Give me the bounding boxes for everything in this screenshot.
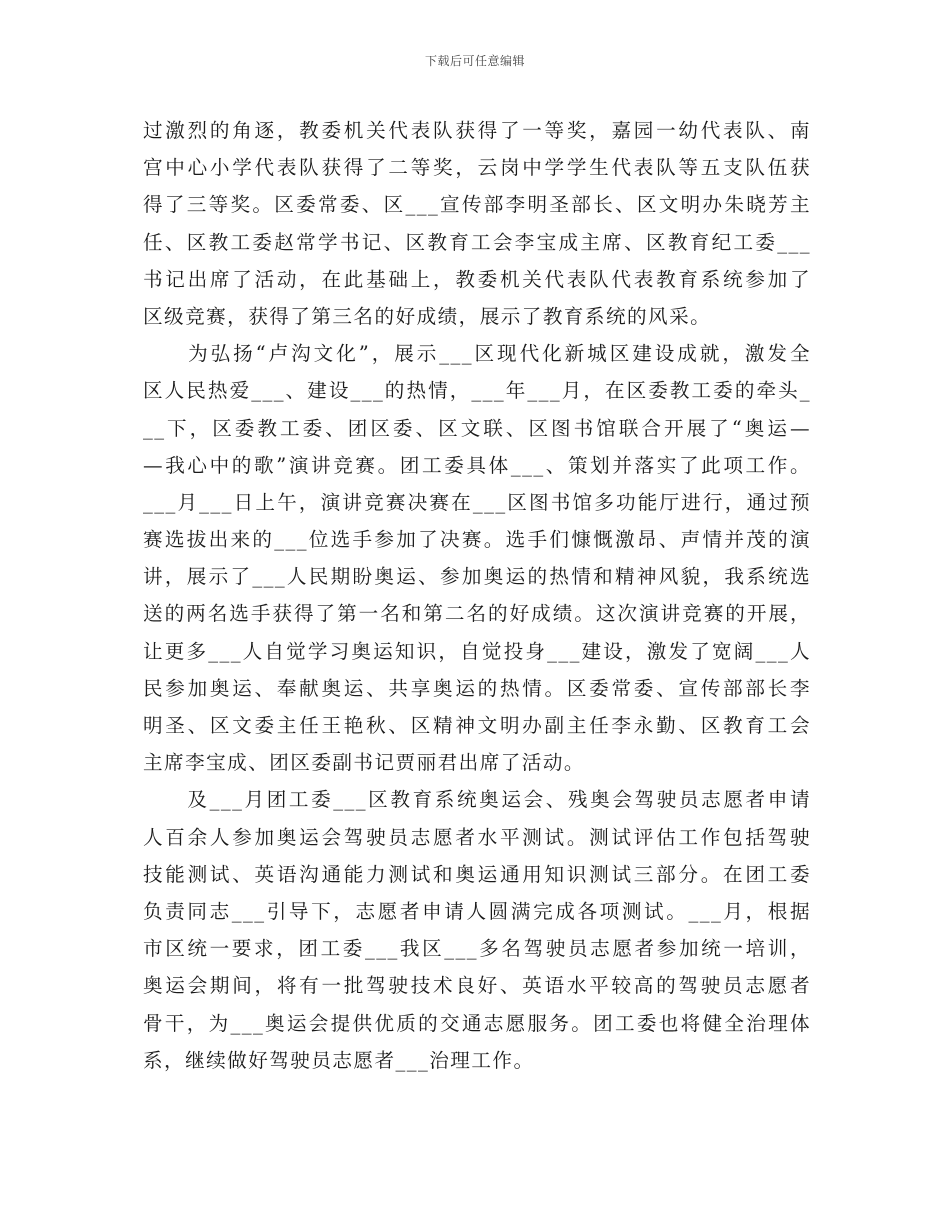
text-line: 送的两名选手获得了第一名和第二名的好成绩。这次演讲竞赛的开展， — [143, 602, 811, 626]
text-line: 骨干，为___奥运会提供优质的交通志愿服务。团工委也将健全治理体 — [143, 1011, 811, 1035]
text-line: 技能测试、英语沟通能力测试和奥运通用知识测试三部分。在团工委 — [143, 862, 811, 886]
text-line: 奥运会期间，将有一批驾驶技术良好、英语水平较高的驾驶员志愿者 — [143, 974, 811, 998]
text-line: 让更多___人自觉学习奥运知识，自觉投身___建设，激发了宽阔___人 — [143, 639, 811, 663]
text-line: 讲，展示了___人民期盼奥运、参加奥运的热情和精神风貌，我系统选 — [143, 565, 811, 589]
text-line: 过激烈的角逐，教委机关代表队获得了一等奖，嘉园一幼代表队、南 — [143, 119, 811, 142]
text-line: 民参加奥运、奉献奥运、共享奥运的热情。区委常委、宣传部部长李 — [143, 676, 811, 700]
page-header-note: 下载后可任意编辑 — [424, 54, 525, 68]
text-line: 主席李宝成、团区委副书记贾丽君出席了活动。 — [143, 751, 585, 775]
text-line: 系，继续做好驾驶员志愿者___治理工作。 — [143, 1048, 535, 1072]
text-line: 为弘扬“卢沟文化”，展示___区现代化新城区建设成就，激发全 — [143, 342, 811, 366]
text-line: 明圣、区文委主任王艳秋、区精神文明办副主任李永勤、区教育工会 — [143, 714, 811, 737]
text-line: 任、区教工委赵常学书记、区教育工会李宝成主席、区教育纪工委___ — [143, 230, 811, 254]
text-line: 得了三等奖。区委常委、区___宣传部李明圣部长、区文明办朱晓芳主 — [143, 193, 811, 217]
text-line: 及___月团工委___区教育系统奥运会、残奥会驾驶员志愿者申请 — [143, 788, 811, 812]
text-line: 负责同志___引导下，志愿者申请人圆满完成各项测试。___月，根据 — [143, 899, 811, 923]
text-line: 区级竞赛，获得了第三名的好成绩，展示了教育系统的风采。 — [143, 304, 712, 328]
document-body — [143, 112, 811, 1079]
text-line: 人百余人参加奥运会驾驶员志愿者水平测试。测试评估工作包括驾驶 — [143, 825, 811, 849]
text-line: 赛选拔出来的___位选手参加了决赛。选手们慷慨激昂、声情并茂的演 — [143, 528, 811, 552]
text-line: 书记出席了活动，在此基础上，教委机关代表队代表教育系统参加了 — [143, 267, 811, 291]
text-line: 市区统一要求，团工委___我区___多名驾驶员志愿者参加统一培训， — [143, 937, 811, 961]
text-line: 宫中心小学代表队获得了二等奖，云岗中学学生代表队等五支队伍获 — [143, 156, 811, 180]
text-line: 区人民热爱___、建设___的热情，___年___月，在区委教工委的牵头_ — [143, 379, 811, 403]
text-line: ___月___日上午，演讲竞赛决赛在___区图书馆多功能厅进行，通过预 — [143, 490, 811, 514]
text-line: __下，区委教工委、团区委、区文联、区图书馆联合开展了“奥运— — [143, 416, 811, 440]
text-line: —我心中的歌”演讲竞赛。团工委具体___、策划并落实了此项工作。 — [143, 453, 811, 477]
